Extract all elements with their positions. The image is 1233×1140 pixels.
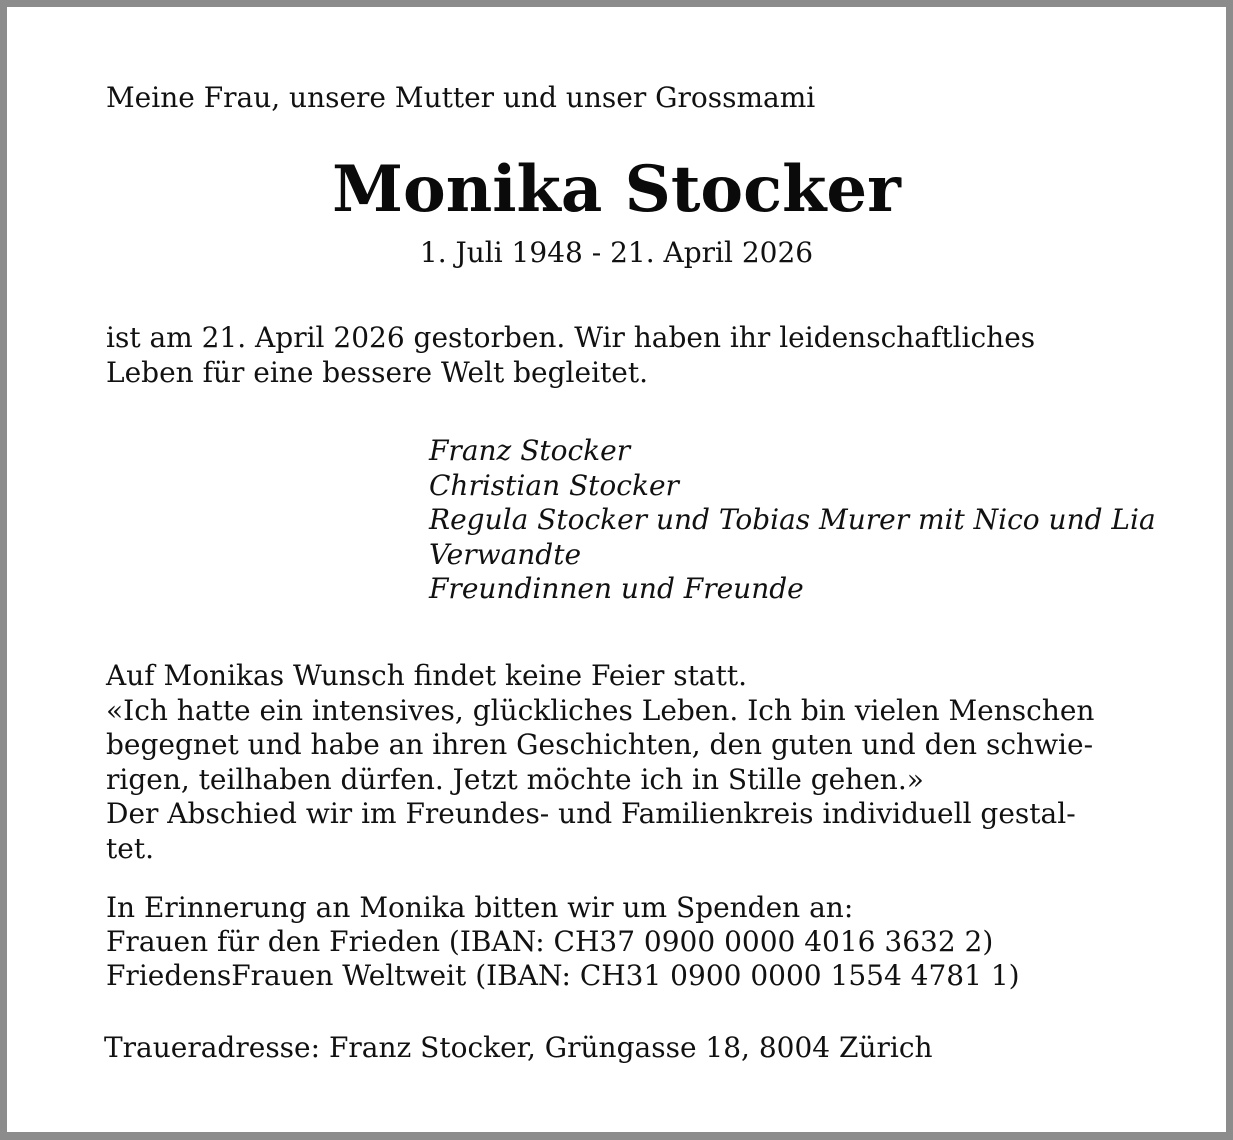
farewell-line: Der Abschied wir im Freundes- und Familienkreis individuell gestal- [106,797,1076,830]
farewell-line: tet. [106,831,154,865]
farewell-paragraph [106,659,1094,866]
donation-line: FriedensFrauen Weltweit (IBAN: CH31 0900 0000 1554 4781 1) [106,959,1020,992]
farewell-line: rigen, teilhaben dürfen. Jetzt möchte ich in Stille gehen.» [106,762,924,796]
donation-line: In Erinnerung an Monika bitten wir um Spenden an: [106,891,854,924]
farewell-line: Auf Monikas Wunsch findet keine Feier statt. [106,659,748,692]
death-message [106,320,1035,390]
mourner-item: Freundinnen und Freunde [429,572,804,605]
deceased-name: Monika Stocker [332,152,901,227]
mourner-item: Verwandte [429,537,582,571]
mourner-item: Franz Stocker [429,434,631,467]
message-line: ist am 21. April 2026 gestorben. Wir haben ihr leidenschaftliches [106,321,1036,354]
life-dates: 1. Juli 1948 - 21. April 2026 [419,236,814,269]
mourning-address: Traueradresse: Franz Stocker, Grüngasse 18, 8004 Zürich [104,1031,933,1064]
mourner-item: Christian Stocker [429,468,679,502]
mourners-list [429,434,1156,607]
farewell-line: «Ich hatte ein intensives, glückliches Leben. Ich bin vielen Menschen [106,693,1095,727]
donation-paragraph [106,891,1020,993]
mourner-item: Regula Stocker und Tobias Murer mit Nico und Lia [429,503,1156,536]
farewell-line: begegnet und habe an ihren Geschichten, den guten und den schwie- [106,728,1094,761]
donation-line: Frauen für den Frieden (IBAN: CH37 0900 0000 4016 3632 2) [106,925,994,958]
message-line: Leben für eine bessere Welt begleitet. [106,356,649,389]
intro-line: Meine Frau, unsere Mutter und unser Grossmami [106,81,816,114]
